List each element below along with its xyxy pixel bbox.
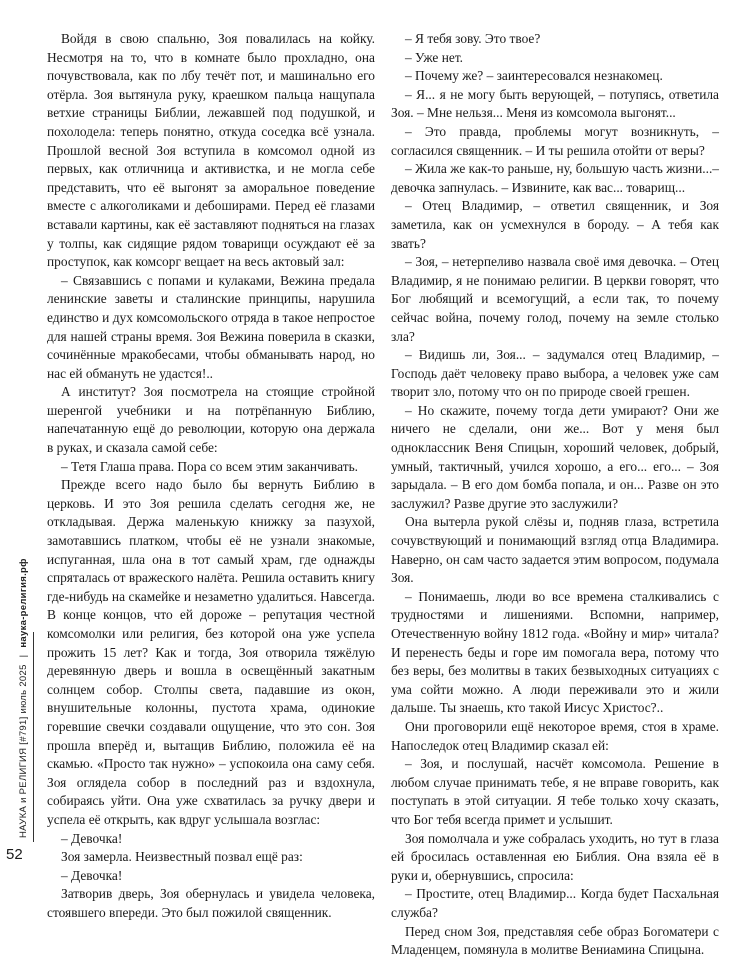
paragraph: – Связавшись с попами и кулаками, Вежина предала ленинские заветы и сталинские принципы, нарушила единство и дух комсомольского отряда в такое непростое для нашей страны время. Зоя Вежина поверила в сказки, сочинённые мракобесами, чтобы обманывать народ, но нас ей обмануть не удастся!..	[47, 272, 375, 381]
paragraph: Она вытерла рукой слёзы и, подняв глаза, встретила сочувствующий и понимающий взгляд отца Владимира. Наверно, он сам часто задается этим вопросом, подумала Зоя.	[391, 514, 719, 586]
paragraph: Войдя в свою спальню, Зоя повалилась на койку. Несмотря на то, что в комнате было прохладно, она почувствовала, как по лбу течёт пот, и машинально его отёрла. Зоя вытянула руку, краешком пальца нащупала ветхие страницы Библии, лежавшей под подушкой, и похолодела: теперь понятно, откуда соседка всё узнала. Прошлой весной Зоя вступила в комсомол одной из первых, как отличница и активистка, и не могла себе представить, что её выгонят за аморальное поведение вместе с алкоголиками и дебоширами. Перед её глазами вставали картины, как её заставляют подняться на глазах у толпы, как сидящие рядом товарищи осуждают её за проступок, как комсорг вещает на весь актовый зал:	[47, 31, 375, 270]
paragraph: – Девочка!	[61, 867, 123, 883]
page-number: 52	[6, 846, 23, 863]
paragraph: – Видишь ли, Зоя... – задумался отец Владимир, – Господь даёт человеку право выбора, а человек уже сам творит зло, потому что он по природе своей грешен.	[391, 347, 719, 400]
paragraph: Зоя замерла. Неизвестный позвал ещё раз:	[61, 849, 303, 865]
paragraph: – Почему же? – заинтересовался незнакомец.	[405, 68, 663, 84]
margin-rule	[33, 632, 34, 842]
journal-name: НАУКА и РЕЛИГИЯ	[18, 747, 29, 838]
running-head	[18, 558, 29, 838]
paragraph: – Понимаешь, люди во все времена сталкивались с трудностями и лишениями. Вспомни, например, Отечественную войну 1812 года. «Войну и мир» читала? И перенесть беды и горе им помогала вера, потому что без веры, без молитвы в таких безвыходных ситуациях с ума сойти можно. А люди переживали это и жили дальше. Ты знаешь, кто такой Иисус Христос?..	[391, 588, 719, 716]
paragraph: Зоя помолчала и уже собралась уходить, но тут в глаза ей бросилась оставленная ею Библия. Она взяла её в руки и, обернувшись, спросила:	[391, 830, 719, 883]
right-column	[391, 30, 719, 960]
site-url: наука-религия.рф	[18, 558, 29, 648]
paragraph: – Уже нет.	[405, 49, 464, 65]
issue-number: [#791]	[18, 716, 29, 745]
paragraph: – Это правда, проблемы могут возникнуть, – согласился священник. – И ты решила отойти от веры?	[391, 123, 719, 158]
paragraph: – Зоя, и послушай, насчёт комсомола. Решение в любом случае принимать тебе, я не вправе говорить, как поступать в этой ситуации. Я тебе только хочу сказать, что Бог тебя всегда примет и услышит.	[391, 756, 719, 827]
paragraph: Затворив дверь, Зоя обернулась и увидела человека, стоявшего впереди. Это был пожилой священник.	[47, 886, 375, 920]
paragraph: – Я тебя зову. Это твое?	[405, 31, 541, 46]
page-margin	[0, 0, 36, 880]
paragraph: – Я... я не могу быть верующей, – потупясь, ответила Зоя. – Мне нельзя... Меня из комсомола выгонят...	[391, 86, 719, 121]
separator: |	[18, 654, 29, 658]
paragraph: А институт? Зоя посмотрела на стоящие стройной шеренгой учебники и на потрёпанную Библию, напечатанную ещё до революции, которую она держала в руках, и сказала самой себе:	[47, 384, 375, 456]
paragraph: Перед сном Зоя, представляя себе образ Богоматери с Младенцем, помянула в молитве Вениамина Спицына.	[391, 923, 719, 958]
left-column	[47, 30, 375, 923]
paragraph: – Тетя Глаша права. Пора со всем этим заканчивать.	[61, 458, 359, 474]
paragraph: – Но скажите, почему тогда дети умирают? Они же ничего не сделали, они же... Вот у меня был одноклассник Веня Спицын, хороший человек, добрый, умный, тактичный, учился хорошо, а его... его... – Зоя зарыдала. – В его дом бомба попала, и он... Разве он это заслужил? Разве другие это заслужили?	[391, 402, 719, 511]
paragraph: – Жила же как-то раньше, ну, большую часть жизни...– девочка запнулась. – Извините, как вас... товарищ...	[391, 161, 719, 195]
paragraph: – Девочка!	[61, 830, 123, 846]
paragraph: – Отец Владимир, – ответил священник, и Зоя заметила, как он усмехнулся в бороду. – А тебя как звать?	[391, 198, 719, 251]
paragraph: Прежде всего надо было бы вернуть Библию в церковь. И это Зоя решила сделать сегодня же, не откладывая. Держа маленькую книжку за пазухой, замотавшись платком, чтобы её не узнали знакомые, испуганная, шла она в тот самый храм, где однажды спряталась от вражеского налёта. Решила оставить книгу где-нибудь на скамейке и незаметно удалиться. Навсегда. В конце концов, что ей дороже – репутация честной комсомолки или религия, без которой она уже успела прожить 15 лет? Как и тогда, Зоя отворила тяжёлую деревянную дверь и вошла в освещённый закатным солнцем собор. Столпы света, падавшие из окон, внушительные колонны, пустота храма, одинокие горевшие свечки создавали ощущение, что это сон. Зоя прошла вперёд и, вытащив Библию, положила её на скамью. «Просто так нужно» – успокоила она саму себя. Зоя оглядела собор в последний раз и вздохнула, собираясь уйти. Она уже схватилась за ручку двери и успела её открыть, как вдруг услышала возглас:	[47, 477, 375, 827]
issue-date: июль 2025	[18, 664, 29, 714]
paragraph: – Зоя, – нетерпеливо назвала своё имя девочка. – Отец Владимир, я не понимаю религии. В церкви говорят, что Бог любящий и всемогущий, а если так, то почему сейчас война, почему голод, почему на земле столько зла?	[391, 254, 719, 344]
paragraph: Они проговорили ещё некоторое время, стоя в храме. Напоследок отец Владимир сказал ей:	[391, 718, 719, 753]
paragraph: – Простите, отец Владимир... Когда будет Пасхальная служба?	[391, 886, 719, 920]
